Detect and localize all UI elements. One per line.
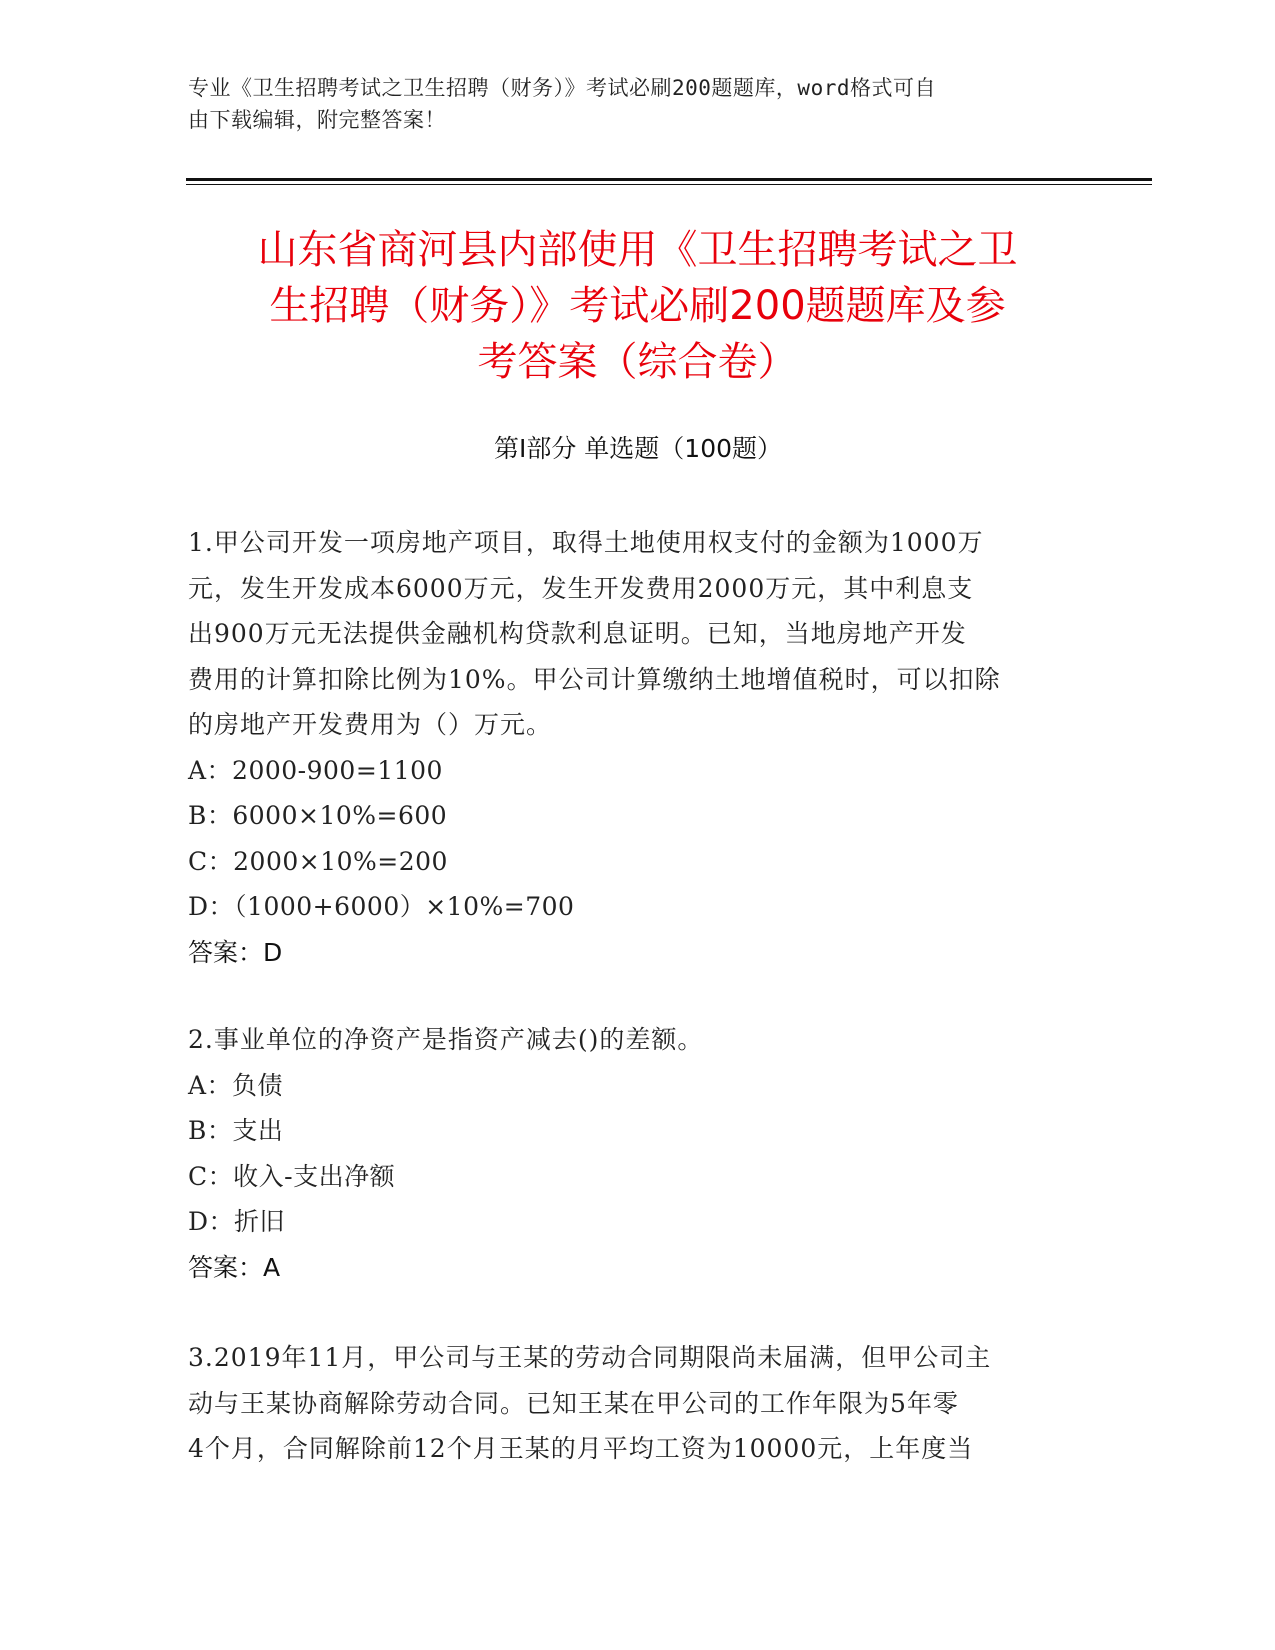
question-stem-line: 动与王某协商解除劳动合同。已知王某在甲公司的工作年限为5年零 xyxy=(188,1388,959,1418)
question-3 xyxy=(188,1335,1088,1472)
header-divider-thin xyxy=(186,184,1152,185)
title-line: 考答案（综合卷） xyxy=(477,339,798,385)
question-stem-line: 出900万元无法提供金融机构贷款利息证明。已知，当地房地产开发 xyxy=(188,619,967,648)
question-stem-line: 元，发生开发成本6000万元，发生开发费用2000万元，其中利息支 xyxy=(188,573,974,603)
question-stem-line: 4个月，合同解除前12个月王某的月平均工资为10000元，上年度当 xyxy=(188,1434,974,1463)
option-b: B：6000×10%=600 xyxy=(188,801,448,830)
question-stem-line: 的房地产开发费用为（）万元。 xyxy=(188,710,553,739)
title-line: 生招聘（财务）》考试必刷200题题库及参 xyxy=(269,283,1006,329)
answer: 答案：A xyxy=(188,1252,281,1282)
answer: 答案：D xyxy=(188,937,283,967)
header-divider-thick xyxy=(186,178,1152,181)
option-c: C：收入-支出净额 xyxy=(188,1161,396,1191)
header-note-line: 由下载编辑，附完整答案！ xyxy=(188,108,446,132)
document-title xyxy=(170,222,1105,390)
question-stem-line: 费用的计算扣除比例为10%。甲公司计算缴纳土地增值税时，可以扣除 xyxy=(188,664,1001,694)
option-c: C：2000×10%=200 xyxy=(188,846,448,876)
question-1 xyxy=(188,520,1088,975)
question-2 xyxy=(188,1017,1088,1290)
header-note xyxy=(188,72,1068,136)
question-stem-line: 1.甲公司开发一项房地产项目，取得土地使用权支付的金额为1000万 xyxy=(188,528,984,557)
section-title: 第Ⅰ部分 单选题（100题） xyxy=(493,434,783,463)
question-stem-line: 3.2019年11月，甲公司与王某的劳动合同期限尚未届满，但甲公司主 xyxy=(188,1343,992,1372)
title-line: 山东省商河县内部使用《卫生招聘考试之卫 xyxy=(257,227,1018,273)
option-d: D：（1000+6000）×10%=700 xyxy=(188,892,575,921)
option-d: D：折旧 xyxy=(188,1207,286,1236)
question-stem-line: 2.事业单位的净资产是指资产减去()的差额。 xyxy=(188,1025,704,1054)
header-note-line: 专业《卫生招聘考试之卫生招聘（财务）》考试必刷200题题库，word格式可自 xyxy=(188,76,936,100)
option-a: A：2000-900=1100 xyxy=(188,755,443,785)
option-a: A：负债 xyxy=(188,1070,284,1100)
option-b: B：支出 xyxy=(188,1116,284,1145)
